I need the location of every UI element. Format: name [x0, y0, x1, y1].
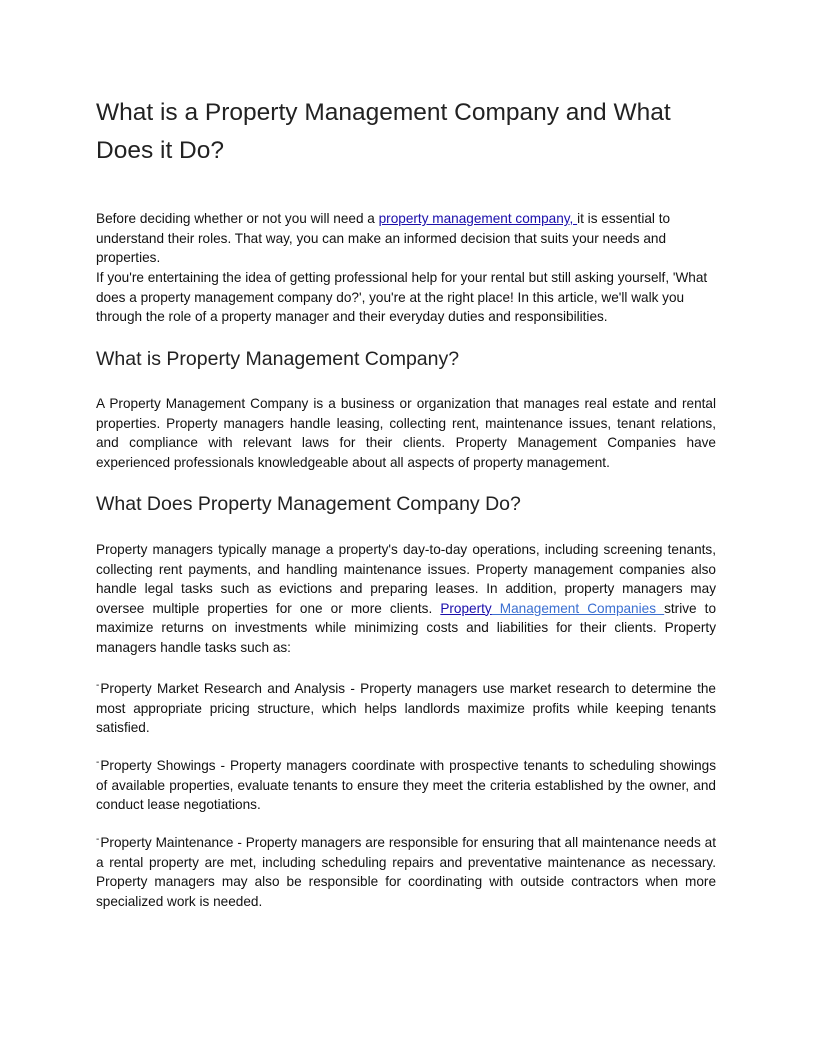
bullet-dash: -: [96, 757, 100, 768]
intro-text-before-link: Before deciding whether or not you will need a: [96, 211, 379, 226]
list-item-text: Property Maintenance - Property managers are responsible for ensuring that all maintenance needs at a rental property are met, including scheduling repairs and preventative maintenance as necessary. Property managers may also be responsible for coordinating with outside contractors when more specialized work is needed.: [96, 835, 716, 909]
property-management-companies-link[interactable]: [440, 601, 664, 616]
section-what-is-body: A Property Management Company is a business or organization that manages real estate and rental properties. Property managers handle leasing, collecting rent, maintenance issues, tenant relations, and compliance with relevant laws for their clients. Property Management Companies have experienced professionals knowledgeable about all aspects of property management.: [96, 396, 716, 470]
what-does-text-before-link: Property managers typically manage a property's day-to-day operations, including screening tenants, collecting rent payments, and handling maintenance issues. Property management companies also handle legal tasks such as evictions and preparing leases. In addition, property managers may oversee multiple properties for one or more clients.: [96, 542, 716, 616]
list-item-showings: [96, 753, 716, 815]
section-heading-what-is: What is Property Management Company?: [96, 348, 460, 370]
what-does-text-after-link: strive to maximize returns on investments while minimizing costs and liabilities for their clients. Property managers handle tasks such as:: [96, 600, 717, 655]
list-item-market-research: [96, 676, 716, 738]
list-item-maintenance: [96, 830, 716, 911]
bullet-dash: -: [96, 680, 100, 691]
list-item-text: Property Market Research and Analysis - Property managers use market research to determine the most appropriate pricing structure, which helps landlords maximize profits while keeping tenants satisfied.: [96, 681, 716, 735]
intro-text-after-link: it is essential to understand their roles. That way, you can make an informed decision that suits your needs and properties.: [96, 211, 671, 265]
page-title: What is a Property Management Company and What Does it Do?: [96, 99, 671, 164]
property-management-company-link[interactable]: property management company,: [378, 211, 578, 226]
bullet-dash: -: [96, 834, 100, 845]
intro-paragraph-2: If you're entertaining the idea of getting professional help for your rental but still asking yourself, 'What does a property management company do?', you're at the right place! In this article, we'll walk you through the role of a property manager and their everyday duties and responsibilities.: [96, 270, 708, 324]
intro-paragraph-1: [96, 209, 722, 268]
section-what-does-body: [96, 540, 716, 657]
link-part-property: Property: [440, 600, 492, 616]
list-item-text: Property Showings - Property managers coordinate with prospective tenants to scheduling showings of available properties, evaluate tenants to ensure they meet the criteria established by the owner, and conduct lease negotiations.: [96, 758, 716, 812]
section-heading-what-does: What Does Property Management Company Do?: [96, 493, 521, 515]
link-part-management-companies: Management Companies: [491, 600, 665, 616]
